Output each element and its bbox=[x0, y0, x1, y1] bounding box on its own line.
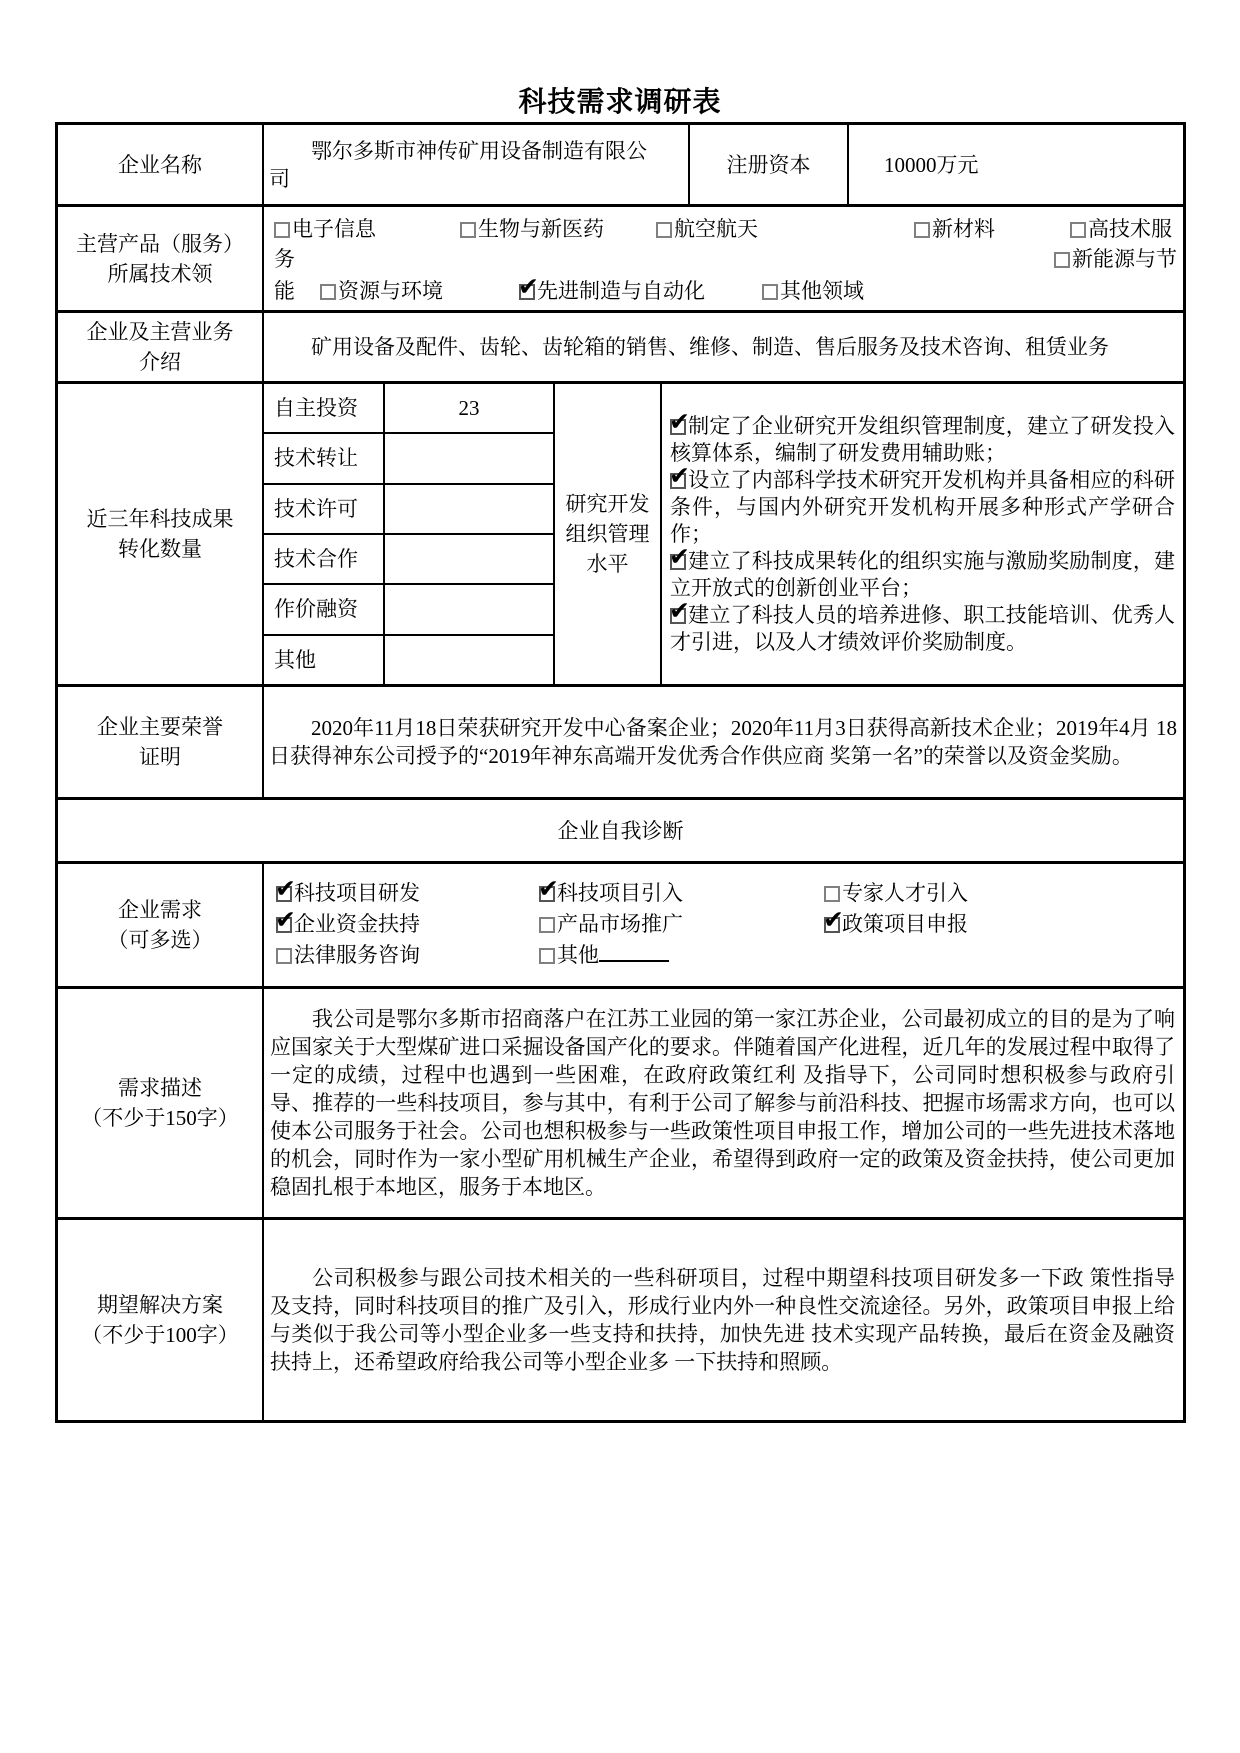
checkbox-label: 科技项目研发 bbox=[294, 880, 420, 905]
row-honors bbox=[58, 687, 1183, 800]
needs-line bbox=[264, 941, 1183, 972]
checkbox-icon bbox=[519, 284, 535, 300]
rd-level-label: 研究开发 组织管理 水平 bbox=[555, 384, 662, 684]
checkbox-icon bbox=[914, 222, 930, 238]
checkbox-label: 资源与环境 bbox=[338, 279, 443, 303]
checkbox-label: 制定了企业研究开发组织管理制度，建立了研发投入核算体系，编制了研发费用辅助账； bbox=[670, 413, 1175, 465]
checkbox-icon bbox=[320, 284, 336, 300]
checkbox-icon bbox=[656, 222, 672, 238]
checkbox-label: 新能源与节 bbox=[1072, 247, 1177, 271]
ach-item-value[interactable] bbox=[385, 485, 553, 533]
checkbox-label: 法律服务咨询 bbox=[294, 942, 420, 967]
cb-rd-transform[interactable] bbox=[670, 548, 1175, 602]
ach-item-label: 自主投资 bbox=[264, 384, 385, 432]
company-name-value[interactable]: 鄂尔多斯市神传矿用设备制造有限公司 bbox=[264, 125, 690, 204]
checkbox-label: 建立了科技成果转化的组织实施与激励奖励制度，建立开放式的创新创业平台； bbox=[670, 548, 1175, 600]
achievements-label: 近三年科技成果 转化数量 bbox=[58, 384, 264, 684]
row-company bbox=[58, 125, 1183, 207]
tech-field-label: 主营产品（服务） 所属技术领 bbox=[58, 207, 264, 310]
cb-market-promotion[interactable] bbox=[539, 910, 683, 938]
checkbox-label: 科技项目引入 bbox=[557, 880, 683, 905]
row-tech-field bbox=[58, 207, 1183, 313]
registered-capital-value[interactable]: 10000万元 bbox=[884, 152, 979, 177]
cb-legal-consulting[interactable] bbox=[276, 941, 420, 969]
cb-expert-talent[interactable] bbox=[824, 879, 968, 907]
cb-policy-application[interactable] bbox=[824, 910, 968, 938]
row-business-intro bbox=[58, 313, 1183, 384]
solution-label: 期望解决方案 （不少于100字） bbox=[58, 1220, 264, 1420]
checkbox-icon bbox=[824, 886, 840, 902]
row-achievements bbox=[58, 384, 1183, 687]
needs-label: 企业需求 （可多选） bbox=[58, 864, 264, 986]
rd-level-options bbox=[662, 384, 1183, 684]
checkbox-label: 企业资金扶持 bbox=[294, 911, 420, 936]
table-row bbox=[264, 535, 553, 585]
cb-tech-project-import[interactable] bbox=[539, 879, 683, 907]
checkbox-icon bbox=[1070, 222, 1086, 238]
cb-high-tech-service[interactable] bbox=[1070, 215, 1172, 243]
table-row bbox=[264, 434, 553, 484]
page-title: 科技需求调研表 bbox=[518, 87, 722, 118]
self-diagnosis-title: 企业自我诊断 bbox=[557, 818, 684, 843]
achievements-subtable bbox=[264, 384, 555, 684]
ach-item-value[interactable] bbox=[385, 585, 553, 633]
ach-item-value[interactable] bbox=[385, 434, 553, 482]
table-row bbox=[264, 636, 553, 684]
ach-item-label: 作价融资 bbox=[264, 585, 385, 633]
checkbox-icon bbox=[762, 284, 778, 300]
row-self-diagnosis bbox=[58, 800, 1183, 864]
cb-other[interactable] bbox=[539, 941, 669, 969]
checkbox-label: 生物与新医药 bbox=[478, 217, 604, 241]
needs-line bbox=[264, 879, 1183, 910]
table-row bbox=[264, 585, 553, 635]
needs-line bbox=[264, 910, 1183, 941]
ach-item-label: 技术转让 bbox=[264, 434, 385, 482]
row-needs bbox=[58, 864, 1183, 989]
checkbox-icon bbox=[539, 917, 555, 933]
cb-advanced-manufacturing[interactable] bbox=[519, 277, 705, 305]
solution-value[interactable]: 公司积极参与跟公司技术相关的一些科研项目，过程中期望科技项目研发多一下政 策性指导及支持，同时科技项目的推广及引入，形成行业内外一种良性交流途径。另外，政策项目申报上给与类似于我公司等小型企业多一些支持和扶持，加快先进 技术实现产品转换，最后在资金及融资扶持上，还希望政府给我公司等小型企业多 一下扶持和照顾。 bbox=[270, 1266, 1175, 1374]
checkbox-label: 其他 bbox=[557, 942, 599, 967]
cb-rd-institution[interactable] bbox=[670, 467, 1175, 548]
checkbox-icon bbox=[670, 419, 686, 435]
company-name-label: 企业名称 bbox=[58, 125, 264, 204]
cb-resources-env[interactable] bbox=[320, 277, 443, 305]
checkbox-icon bbox=[670, 473, 686, 489]
checkbox-label: 其他领域 bbox=[780, 279, 864, 303]
cb-new-energy[interactable] bbox=[1054, 245, 1177, 273]
cb-bio-medicine[interactable] bbox=[460, 215, 604, 243]
business-intro-label: 企业及主营业务 介绍 bbox=[58, 313, 264, 381]
checkbox-icon bbox=[539, 886, 555, 902]
checkbox-label: 高技术服 bbox=[1088, 217, 1172, 241]
checkbox-icon bbox=[1054, 252, 1070, 268]
table-row bbox=[264, 485, 553, 535]
checkbox-icon bbox=[539, 948, 555, 964]
ach-item-value[interactable] bbox=[385, 535, 553, 583]
checkbox-icon bbox=[274, 222, 290, 238]
registered-capital-label: 注册资本 bbox=[690, 125, 849, 204]
cb-tech-project-rd[interactable] bbox=[276, 879, 420, 907]
honors-label: 企业主要荣誉 证明 bbox=[58, 687, 264, 797]
business-intro-value[interactable]: 矿用设备及配件、齿轮、齿轮箱的销售、维修、制造、售后服务及技术咨询、租赁业务 bbox=[311, 335, 1109, 359]
needs-options bbox=[264, 864, 1183, 986]
cb-rd-talent[interactable] bbox=[670, 602, 1175, 656]
cb-aerospace[interactable] bbox=[656, 215, 758, 243]
cb-electronic-info[interactable] bbox=[274, 215, 376, 243]
checkbox-label: 航空航天 bbox=[674, 217, 758, 241]
cb-funding-support[interactable] bbox=[276, 910, 420, 938]
checkbox-label: 专家人才引入 bbox=[842, 880, 968, 905]
ach-item-value[interactable] bbox=[385, 636, 553, 684]
survey-form-table bbox=[55, 122, 1186, 1423]
checkbox-label: 先进制造与自动化 bbox=[537, 279, 705, 303]
checkbox-label: 电子信息 bbox=[292, 217, 376, 241]
cb-rd-system[interactable] bbox=[670, 413, 1175, 467]
checkbox-icon bbox=[276, 948, 292, 964]
checkbox-label: 政策项目申报 bbox=[842, 911, 968, 936]
ach-item-label: 技术许可 bbox=[264, 485, 385, 533]
checkbox-icon bbox=[670, 554, 686, 570]
row-demand-description bbox=[58, 989, 1183, 1220]
other-blank-line[interactable] bbox=[599, 942, 669, 962]
cb-new-materials[interactable] bbox=[914, 215, 995, 243]
demand-value[interactable]: 我公司是鄂尔多斯市招商落户在江苏工业园的第一家江苏企业，公司最初成立的目的是为了响应国家关于大型煤矿进口采掘设备国产化的要求。伴随着国产化进程，近几年的发展过程中取得了一定的成绩，过程中也遇到一些困难，在政府政策红利 及指导下，公司同时想积极参与政府引导、推荐的一些科技项目，参与其中，有利于公司了解参与前沿科技、把握市场需求方向，也可以使本公司服务于社会。公司也想积极参与一些政策性项目申报工作，增加公司的一些先进技术落地的机会，同时作为一家小型矿用机械生产企业，希望得到政府一定的政策及资金扶持，使公司更加稳固扎根于本地区，服务于本地区。 bbox=[270, 1007, 1175, 1199]
checkbox-label: 建立了科技人员的培养进修、职工技能培训、优秀人才引进，以及人才绩效评价奖励制度。 bbox=[670, 602, 1175, 654]
table-row bbox=[264, 384, 553, 434]
checkbox-label: 产品市场推广 bbox=[557, 911, 683, 936]
checkbox-icon bbox=[670, 608, 686, 624]
checkbox-label: 设立了内部科学技术研究开发机构并具备相应的科研条件，与国内外研究开发机构开展多种形式产学研合作； bbox=[670, 467, 1175, 546]
checkbox-icon bbox=[460, 222, 476, 238]
honors-value[interactable]: 2020年11月18日荣获研究开发中心备案企业；2020年11月3日获得高新技术企业；2019年4月 18日获得神东公司授予的“2019年神东高端开发优秀合作供应商 奖第一名”的荣誉以及资金奖励。 bbox=[269, 716, 1177, 768]
checkbox-label: 新材料 bbox=[932, 217, 995, 241]
tech-field-options bbox=[264, 207, 1183, 310]
demand-label: 需求描述 （不少于150字） bbox=[58, 989, 264, 1217]
checkbox-icon bbox=[276, 917, 292, 933]
ach-item-label: 技术合作 bbox=[264, 535, 385, 583]
checkbox-icon bbox=[824, 917, 840, 933]
wrap-char-service: 务 bbox=[274, 247, 295, 271]
cb-other-field[interactable] bbox=[762, 277, 864, 305]
ach-item-value[interactable]: 23 bbox=[458, 396, 480, 421]
row-expected-solution bbox=[58, 1220, 1183, 1420]
ach-item-label: 其他 bbox=[264, 636, 385, 684]
checkbox-icon bbox=[276, 886, 292, 902]
wrap-char-energy: 能 bbox=[274, 279, 295, 303]
